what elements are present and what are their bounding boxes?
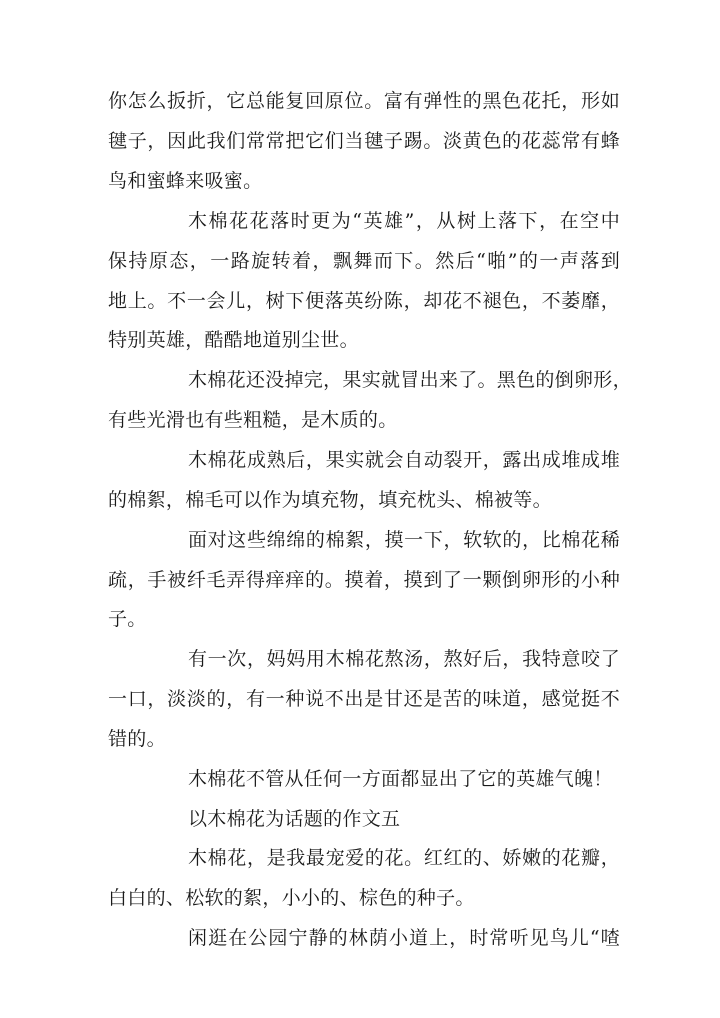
text-line-14: 子。 (108, 608, 147, 630)
text-line-7: 特别英雄，酷酷地道别尘世。 (108, 329, 359, 351)
text-line-1: 你怎么扳折，它总能复回原位。富有弹性的黑色花托，形如 (108, 90, 620, 112)
text-line-11: 的棉絮，棉毛可以作为填充物，填充枕头、棉被等。 (108, 489, 552, 511)
text-line-10: 木棉花成熟后，果实就会自动裂开，露出成堆成堆 (188, 449, 620, 471)
text-line-18: 木棉花不管从任何一方面都显出了它的英雄气魄！ (188, 768, 613, 790)
text-line-9: 有些光滑也有些粗糙，是木质的。 (108, 409, 398, 431)
text-line-12: 面对这些绵绵的棉絮，摸一下，软软的，比棉花稀 (188, 529, 620, 551)
text-line-20: 木棉花，是我最宠爱的花。红红的、娇嫩的花瓣， (188, 847, 620, 869)
text-line-4: 木棉花花落时更为“英雄”，从树上落下，在空中 (188, 210, 620, 232)
text-line-22: 闲逛在公园宁静的林荫小道上，时常听见鸟儿“喳 (188, 927, 620, 949)
text-line-15: 有一次，妈妈用木棉花熬汤，熬好后，我特意咬了 (188, 648, 620, 670)
section-heading: 以木棉花为话题的作文五 (188, 808, 401, 830)
text-line-17: 错的。 (108, 728, 166, 750)
text-line-3: 鸟和蜜蜂来吸蜜。 (108, 170, 263, 192)
text-line-8: 木棉花还没掉完，果实就冒出来了。黑色的倒卵形， (188, 369, 632, 391)
text-line-5: 保持原态，一路旋转着，飘舞而下。然后“啪”的一声落到 (108, 250, 620, 272)
text-line-21: 白白的、松软的絮，小小的、棕色的种子。 (108, 887, 475, 909)
text-line-13: 疏，手被纤毛弄得痒痒的。摸着，摸到了一颗倒卵形的小种 (108, 569, 620, 591)
text-line-6: 地上。不一会儿，树下便落英纷陈，却花不褪色，不萎靡， (108, 290, 620, 312)
text-line-16: 一口，淡淡的，有一种说不出是甘还是苦的味道，感觉挺不 (108, 688, 620, 710)
text-line-2: 毽子，因此我们常常把它们当毽子踢。淡黄色的花蕊常有蜂 (108, 130, 620, 152)
